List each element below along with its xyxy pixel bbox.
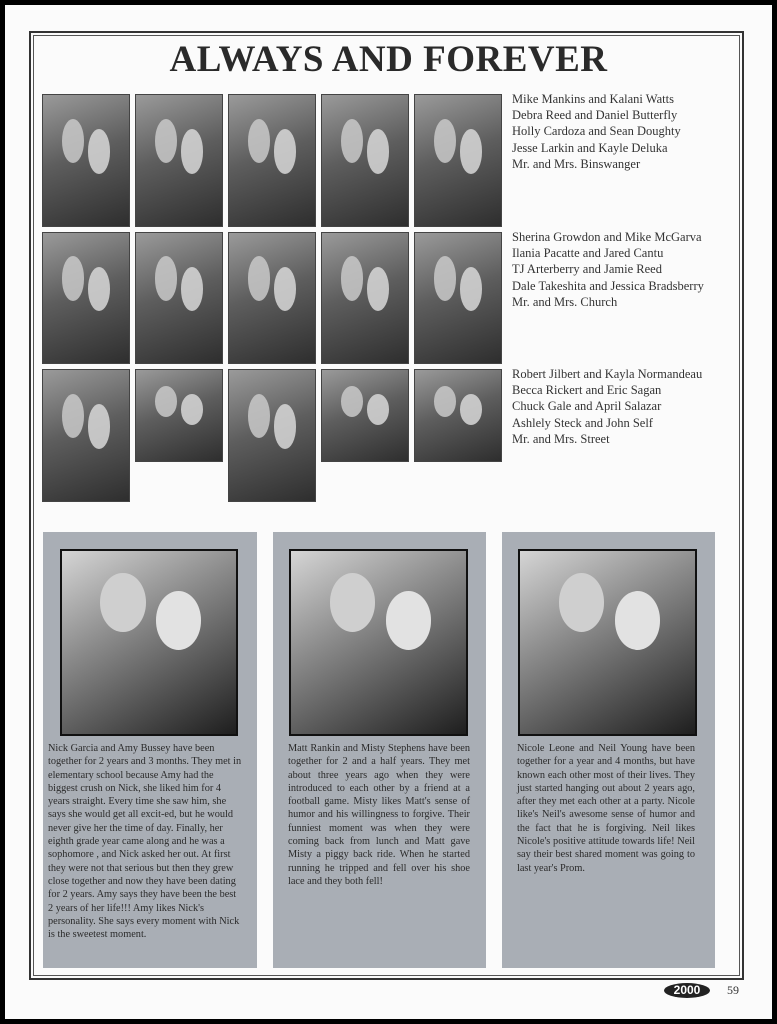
couples-list-1: [512, 91, 681, 172]
couple-name: Mr. and Mrs. Binswanger: [512, 156, 641, 171]
couple-photo: [42, 232, 130, 364]
couple-photo: [414, 232, 502, 364]
couple-name: Chuck Gale and April Salazar: [512, 399, 662, 414]
story-panel-3: [502, 532, 715, 968]
couple-name: Ashlely Steck and John Self: [512, 415, 653, 430]
page-title: ALWAYS AND FOREVER: [169, 39, 608, 80]
couple-photo: [289, 549, 468, 736]
couple-photo: [135, 369, 223, 462]
couple-name: Holly Cardoza and Sean Doughty: [512, 124, 681, 139]
story-panel-2: [273, 532, 486, 968]
page-number: 59: [727, 983, 739, 997]
couple-photo: [135, 232, 223, 364]
story-text: Nick Garcia and Amy Bussey have been together for 2 years and 3 months. They met in elementary school because Amy had the biggest crush on Nick, she liked him for 4 years straight. Every time she saw him, she says she would get all excit-ed, but he would never give her the time of day. Finally, her eighth grade year came along and he was a sophomore , and Nick asked her out. At first they were not that serious but then they grew close together and now they have been dating for 2 years. Amy says they have been the best 2 years of her life!!! Amy likes Nick's personality. She says every moment with Nick is the sweetest moment.: [48, 743, 242, 941]
couple-name: Mr. and Mrs. Church: [512, 294, 618, 309]
couple-name: Jesse Larkin and Kayle Deluka: [512, 140, 668, 155]
story-panel-1: [43, 532, 257, 968]
couple-photo: [321, 232, 409, 364]
couple-photo: [228, 232, 316, 364]
couple-name: Sherina Growdon and Mike McGarva: [512, 230, 702, 244]
couple-name: Debra Reed and Daniel Butterfly: [512, 108, 678, 123]
couple-name: Mr. and Mrs. Street: [512, 431, 610, 446]
couple-photo: [414, 94, 502, 227]
couple-photo: [321, 94, 409, 227]
story-text: Matt Rankin and Misty Stephens have been together for 2 and a half years. They met about three years ago when they were introduced to each other by a friend at a football game. Misty likes Matt's sense of humor and his willingness to forgive. Their funniest moment was when they were coming back from lunch and Matt gave Misty a piggy back ride. When he started running he tripped and fell over his shoe lace and they both fell!: [288, 743, 470, 887]
yearbook-2000-logo: 2000: [664, 983, 710, 998]
couple-photo: [518, 549, 697, 736]
couple-name: Dale Takeshita and Jessica Bradsberry: [512, 278, 704, 293]
couple-photo: [228, 94, 316, 227]
couple-photo: [321, 369, 409, 462]
couple-name: TJ Arterberry and Jamie Reed: [512, 262, 662, 277]
couple-name: Robert Jilbert and Kayla Normandeau: [512, 367, 703, 381]
couple-photo: [60, 549, 238, 736]
couples-list-3: [512, 366, 702, 447]
couple-photo: [42, 369, 130, 502]
couple-photo: [228, 369, 316, 502]
couple-photo: [414, 369, 502, 462]
couple-photo: [42, 94, 130, 227]
couples-list-2: [512, 229, 704, 310]
story-text: Nicole Leone and Neil Young have been together for a year and 4 months, but have known each other most of their lives. They just started hanging out about 2 years ago, after they met each other at a party. Nicole like's Neil's awesome sense of humor and the fact that he is forgiving. Neil likes Nicole's positive attitude towards life! Neil say their best shared moment was going to last year's Prom.: [517, 743, 695, 874]
couple-name: Ilania Pacatte and Jared Cantu: [512, 246, 664, 261]
couple-name: Becca Rickert and Eric Sagan: [512, 383, 662, 398]
couple-name: Mike Mankins and Kalani Watts: [512, 92, 674, 106]
couple-photo: [135, 94, 223, 227]
